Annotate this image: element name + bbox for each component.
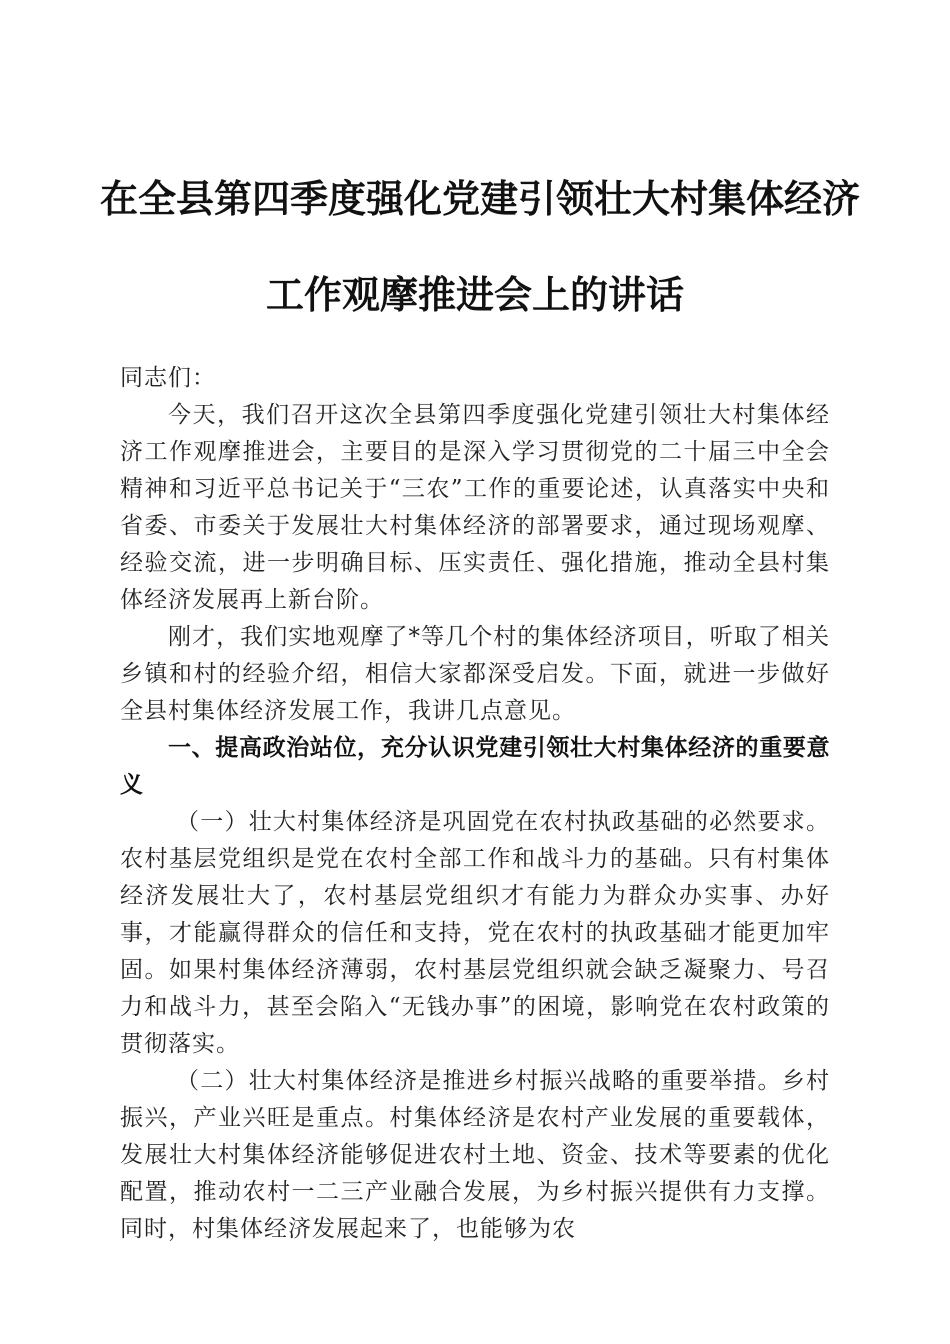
salutation: 同志们： <box>120 365 216 391</box>
document-title-line-2: 工作观摩推进会上的讲话 <box>265 272 684 317</box>
paragraph-observation: 刚才，我们实地观摩了*等几个村的集体经济项目，听取了相关乡镇和村的经验介绍，相信大家都深受启发。下面，就进一步做好全县村集体经济发展工作，我讲几点意见。 <box>120 624 830 724</box>
paragraph-intro: 今天，我们召开这次全县第四季度强化党建引领壮大村集体经济工作观摩推进会，主要目的是深入学习贯彻党的二十届三中全会精神和习近平总书记关于“三农”工作的重要论述，认真落实中央和省委、市委关于发展壮大村集体经济的部署要求，通过现场观摩、经验交流，进一步明确目标、压实责任、强化措施，推动全县村集体经济发展再上新台阶。 <box>120 402 830 613</box>
document-title-line-1: 在全县第四季度强化党建引领壮大村集体经济 <box>100 176 861 221</box>
section-heading-1: 一、提高政治站位，充分认识党建引领壮大村集体经济的重要意义 <box>120 735 830 798</box>
subsection-1: （一）壮大村集体经济是巩固党在农村执政基础的必然要求。农村基层党组织是党在农村全部工作和战斗力的基础。只有村集体经济发展壮大了，农村基层党组织才有能力为群众办实事、办好事，才能赢得群众的信任和支持，党在农村的执政基础才能更加牢固。如果村集体经济薄弱，农村基层党组织就会缺乏凝聚力、号召力和战斗力，甚至会陷入“无钱办事”的困境，影响党在农村政策的贯彻落实。 <box>120 809 830 1057</box>
subsection-2: （二）壮大村集体经济是推进乡村振兴战略的重要举措。乡村振兴，产业兴旺是重点。村集体经济是农村产业发展的重要载体，发展壮大村集体经济能够促进农村土地、资金、技术等要素的优化配置，推动农村一二三产业融合发展，为乡村振兴提供有力支撑。同时，村集体经济发展起来了，也能够为农 <box>120 1068 830 1242</box>
document-body <box>120 360 830 1248</box>
